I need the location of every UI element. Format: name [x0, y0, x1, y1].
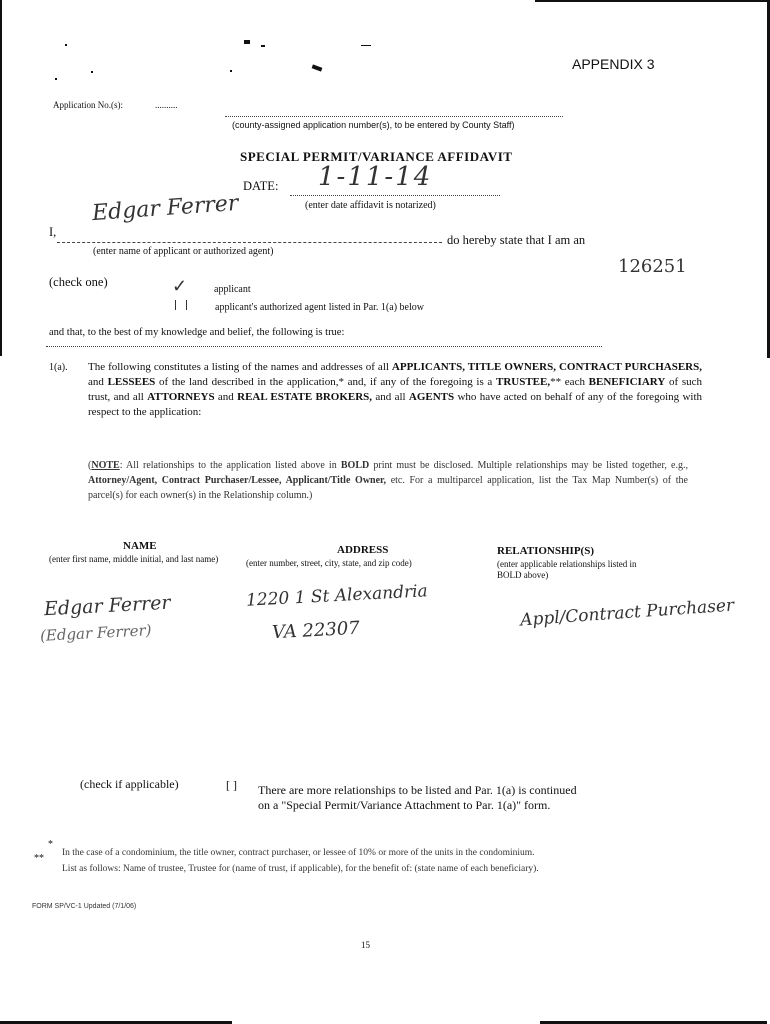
entry-name-line1: Edgar Ferrer — [43, 591, 172, 621]
county-note: (county-assigned application number(s), to be entered by County Staff) — [232, 120, 515, 130]
scan-speck — [230, 70, 232, 72]
para-1a-part: of the land described in the application,* and, if any of the foregoing is a — [155, 376, 496, 388]
para-1a-part: REAL ESTATE BROKERS, — [237, 391, 373, 403]
handwritten-number: 126251 — [618, 256, 687, 277]
affiant-handwritten-name: Edgar Ferrer — [91, 190, 240, 227]
address-column-sub: (enter number, street, city, state, and zip code) — [246, 558, 412, 568]
check-applicable-box[interactable]: [ ] — [226, 778, 237, 792]
scan-speck — [91, 71, 93, 73]
page-frame-left — [0, 0, 2, 356]
footnote-1-mark: * — [48, 839, 53, 850]
para-1a-part: BENEFICIARY — [588, 376, 666, 388]
para-1a-part: who have acted on behalf of any of the foregoing with respect to the application: — [88, 391, 702, 418]
para-1a-part: APPLICANTS, TITLE OWNERS, CONTRACT PURCHASERS, — [391, 361, 702, 373]
page-title: SPECIAL PERMIT/VARIANCE AFFIDAVIT — [240, 149, 513, 164]
entry-name-line2: (Edgar Ferrer) — [39, 621, 152, 645]
application-nos-dots: .......... — [155, 100, 178, 110]
para-1a-part: and — [214, 391, 238, 403]
entry-relationship: Appl/Contract Purchaser — [519, 595, 735, 631]
page-frame-top — [535, 0, 770, 2]
para-1a-part: TRUSTEE, — [496, 376, 551, 388]
check-applicable-text2: on a "Special Permit/Variance Attachment to Par. 1(a)" form. — [258, 798, 551, 812]
para-1a-part: AGENTS — [408, 391, 455, 403]
para-1a-text — [88, 360, 702, 420]
scan-speck — [361, 45, 371, 46]
address-column-header: ADDRESS — [337, 544, 389, 556]
date-note: (enter date affidavit is notarized) — [305, 200, 436, 211]
para-1a-part: and — [88, 376, 108, 388]
date-label: DATE: — [243, 179, 279, 193]
checkbox-checked-icon[interactable]: ✓ — [172, 276, 188, 297]
para-1a-part: and all — [372, 391, 409, 403]
option-applicant-label: applicant — [214, 284, 251, 295]
scan-speck — [244, 40, 250, 44]
intro-statement: and that, to the best of my knowledge and belief, the following is true: — [49, 327, 345, 338]
entry-address-line1: 1220 1 St Alexandria — [245, 581, 429, 611]
note-part: etc. For a multiparcel application, list the Tax Map Number(s) of the parcel(s) for each owner(s) in the Relationship column.) — [88, 475, 688, 501]
footnote-2-text: List as follows: Name of trustee, Trustee for (name of trust, if applicable), for the benefit of: (state name of each beneficiary). — [62, 864, 539, 874]
note-part: Attorney/Agent, Contract Purchaser/Lessee, Applicant/Title Owner, — [88, 475, 387, 486]
date-value: 1-11-14 — [318, 162, 433, 192]
option-authorized-agent[interactable] — [175, 297, 424, 315]
para-1a-part: ** each — [550, 376, 589, 388]
name-column-header: NAME — [123, 540, 157, 552]
relationship-column-header: RELATIONSHIP(S) — [497, 545, 594, 557]
note-part: : All relationships to the application listed above in — [119, 460, 341, 471]
affiant-suffix: do hereby state that I am an — [447, 233, 586, 247]
application-nos-line — [225, 116, 563, 117]
check-applicable-label: (check if applicable) — [80, 777, 179, 791]
relationship-column-sub: (enter applicable relationships listed in BOLD above) — [497, 559, 637, 580]
appendix-label: APPENDIX 3 — [572, 56, 655, 72]
form-id: FORM SP/VC-1 Updated (7/1/06) — [32, 903, 137, 910]
check-one-label: (check one) — [49, 275, 108, 289]
para-1a-part: ATTORNEYS — [147, 391, 215, 403]
check-applicable-text1: There are more relationships to be listed and Par. 1(a) is continued — [258, 783, 577, 797]
affiant-note: (enter name of applicant or authorized agent) — [93, 246, 274, 257]
para-1a-part: The following constitutes a listing of the names and addresses of all — [88, 361, 392, 373]
affiant-prefix: I, — [49, 225, 57, 239]
para-1a-number: 1(a). — [49, 362, 68, 373]
scan-speck — [65, 44, 67, 46]
page-number: 15 — [361, 940, 370, 950]
entry-address-line2: VA 22307 — [271, 617, 361, 644]
para-1a-part: of such trust, and all — [88, 376, 702, 403]
application-nos-label: Application No.(s): — [53, 100, 123, 110]
option-agent-label: applicant's authorized agent listed in Par. 1(a) below — [215, 302, 424, 313]
date-line — [290, 195, 500, 196]
scan-speck — [261, 45, 265, 47]
option-applicant[interactable] — [172, 276, 251, 297]
footnote-2-mark: ** — [34, 853, 44, 864]
checkbox-empty-icon[interactable] — [175, 300, 187, 310]
note-label: NOTE — [91, 460, 120, 471]
note-part: print must be disclosed. Multiple relationships may be listed together, e.g., — [369, 460, 688, 471]
footnote-1-text: In the case of a condominium, the title owner, contract purchaser, or lessee of 10% or more of the units in the condominium. — [62, 848, 535, 858]
name-column-sub: (enter first name, middle initial, and last name) — [49, 554, 219, 564]
affiant-name-line — [57, 242, 442, 243]
note-block: (NOTE: All relationships to the application listed above in BOLD print must be disclosed. Multiple relationships may be listed together, e.g., Attorney/Agent, Contract Purchaser/Lessee, Applicant/Title Owner, etc. For a multiparcel application, list the Tax Map Number(s) of the parcel(s) for each owner(s) in the Relationship column.) — [88, 460, 688, 501]
note-part: BOLD — [340, 460, 370, 471]
scan-speck — [312, 64, 323, 71]
para-1a-part: LESSEES — [107, 376, 156, 388]
scan-divider — [46, 346, 602, 347]
scan-speck — [55, 78, 57, 80]
